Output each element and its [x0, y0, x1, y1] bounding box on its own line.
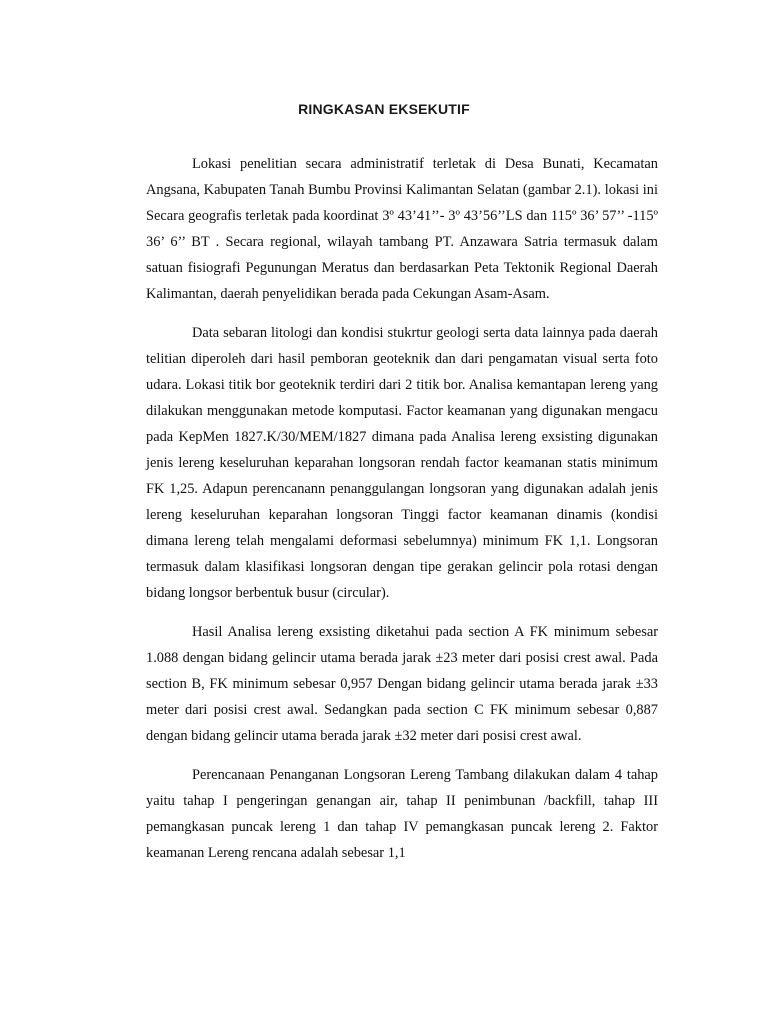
paragraph-mitigation-plan: Perencanaan Penanganan Longsoran Lereng Tambang dilakukan dalam 4 tahap yaitu tahap I pengeringan genangan air, tahap II penimbunan /backfill, tahap III pemangkasan puncak lereng 1 dan tahap IV pemangkasan puncak lereng 2. Faktor keamanan Lereng rencana adalah sebesar 1,1	[146, 767, 658, 861]
document-body	[146, 151, 658, 866]
paragraph-existing-slope-results: Hasil Analisa lereng exsisting diketahui pada section A FK minimum sebesar 1.088 dengan bidang gelincir utama berada jarak ±23 meter dari posisi crest awal. Pada section B, FK minimum sebesar 0,957 Dengan bidang gelincir utama berada jarak ±33 meter dari posisi crest awal. Sedangkan pada section C FK minimum sebesar 0,887 dengan bidang gelincir utama berada jarak ±32 meter dari posisi crest awal.	[146, 624, 658, 744]
paragraph-location: Lokasi penelitian secara administratif terletak di Desa Bunati, Kecamatan Angsana, Kabupaten Tanah Bumbu Provinsi Kalimantan Selatan (gambar 2.1). lokasi ini Secara geografis terletak pada koordinat 3º 43’41’’- 3º 43’56’’LS dan 115º 36’ 57’’ -115º 36’ 6’’ BT . Secara regional, wilayah tambang PT. Anzawara Satria termasuk dalam satuan fisiografi Pegunungan Meratus dan berdasarkan Peta Tektonik Regional Daerah Kalimantan, daerah penyelidikan berada pada Cekungan Asam-Asam.	[146, 156, 658, 302]
paragraph-data-analysis: Data sebaran litologi dan kondisi stukrtur geologi serta data lainnya pada daerah telitian diperoleh dari hasil pemboran geoteknik dan dari pengamatan visual serta foto udara. Lokasi titik bor geoteknik terdiri dari 2 titik bor. Analisa kemantapan lereng yang dilakukan menggunakan metode komputasi. Factor keamanan yang digunakan mengacu pada KepMen 1827.K/30/MEM/1827 dimana pada Analisa lereng exsisting digunakan jenis lereng keseluruhan keparahan longsoran rendah factor keamanan statis minimum FK 1,25. Adapun perencanann penanggulangan longsoran yang digunakan adalah jenis lereng keseluruhan keparahan longsoran Tinggi factor keamanan dinamis (kondisi dimana lereng telah mengalami deformasi sebelumnya) minimum FK 1,1. Longsoran termasuk dalam klasifikasi longsoran dengan tipe gerakan gelincir pola rotasi dengan bidang longsor berbentuk busur (circular).	[146, 325, 658, 601]
page-title: RINGKASAN EKSEKUTIF	[298, 101, 470, 117]
